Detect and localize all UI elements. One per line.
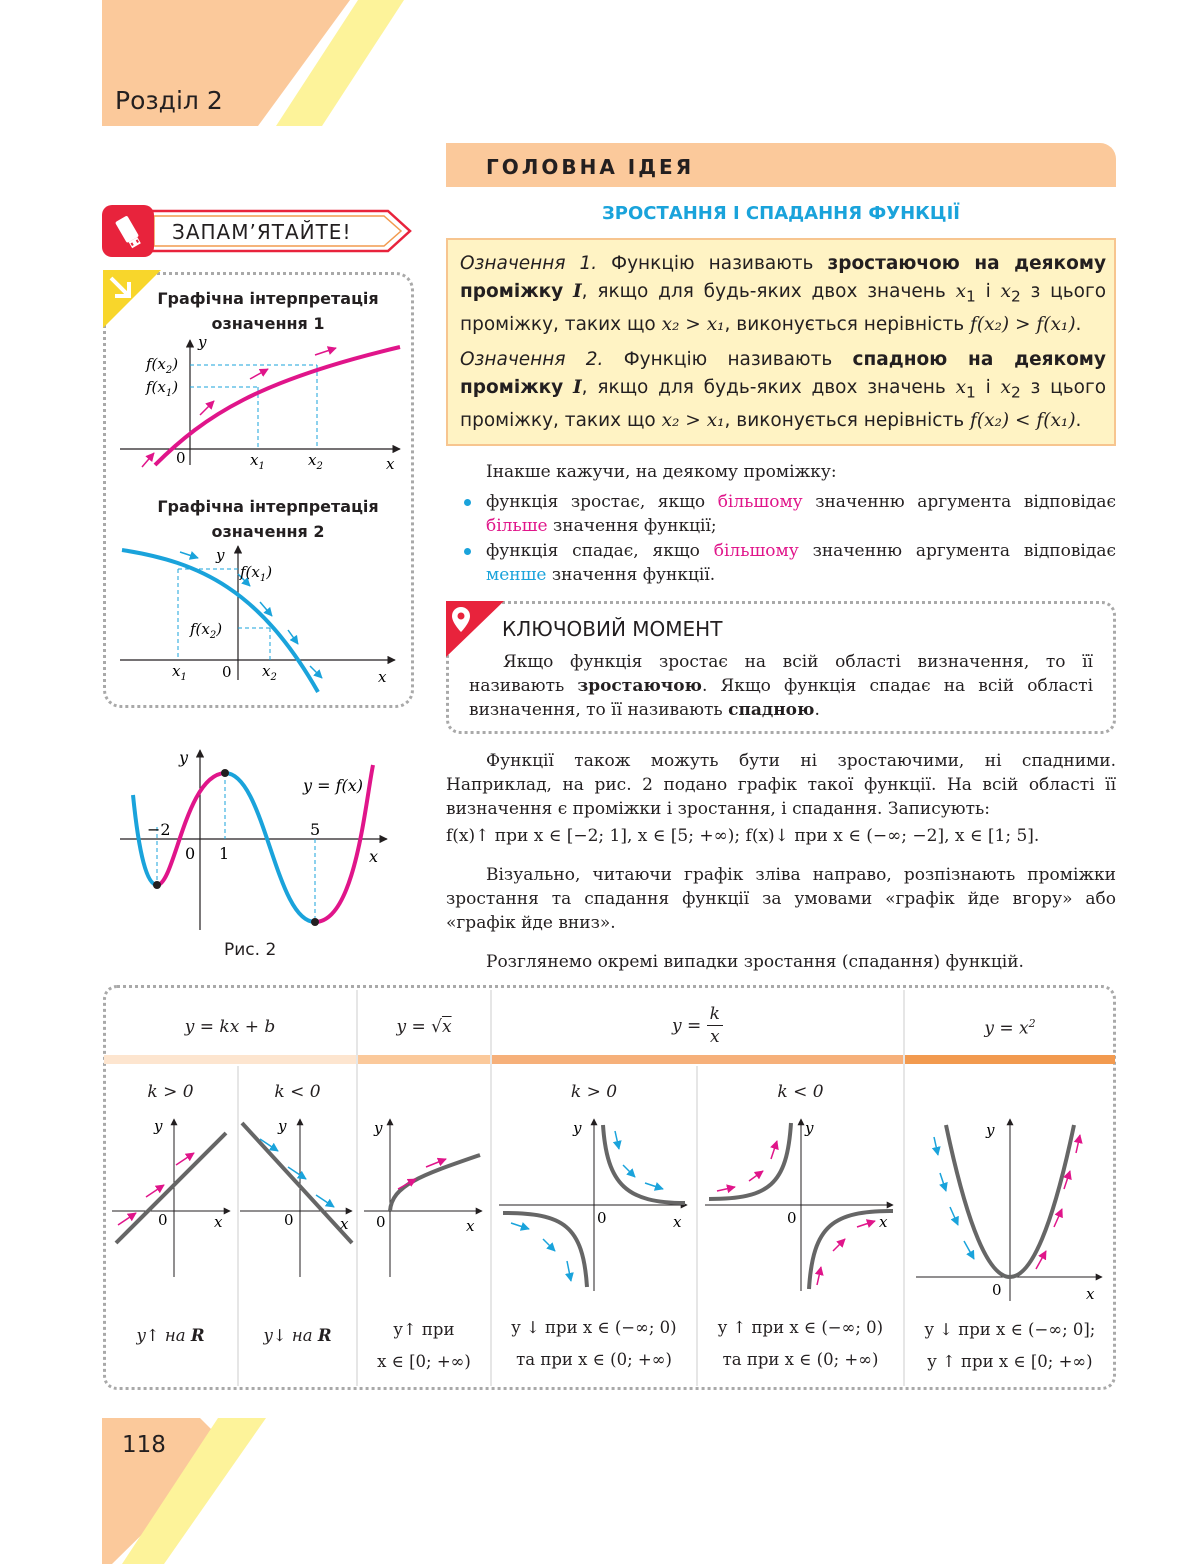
header-square: $y = x^2$: [984, 1017, 1036, 1039]
x1-label: $x_1$: [172, 662, 187, 683]
note-linear-decreasing: y↓ на R: [263, 1326, 332, 1345]
axis-x-label: x: [1086, 1285, 1095, 1303]
section-label: Розділ 2: [115, 86, 223, 115]
bullet-increasing: функція зростає, якщо більшому значенню аргумента відповідає більше значення функції;: [486, 492, 1116, 536]
origin-label: 0: [376, 1213, 386, 1231]
header-linear: y = kx + b: [184, 1017, 276, 1037]
definition-1: Означення 1. Функцію називають зростаючою на деякому проміжку I, якщо для будь-яких двох значень $x_1$ і $x_2$ з цього проміжку, таких що x₂ > x₁, виконується нерівність f(x₂) > f(x₁).: [460, 253, 1107, 335]
axis-y-label: y: [179, 748, 189, 767]
color-bar-linear: [104, 1055, 356, 1064]
axis-x-label: x: [879, 1213, 888, 1231]
axis-x-label: x: [340, 1215, 349, 1233]
axis-x-label: x: [673, 1213, 682, 1231]
origin-label: 0: [597, 1209, 607, 1227]
figure-caption: Рис. 2: [224, 940, 277, 960]
monotonic-formula: f(x)↑ при x ∈ [−2; 1], x ∈ [5; +∞); f(x)↓ при x ∈ (−∞; −2], x ∈ [1; 5].: [446, 826, 1040, 846]
fx1-label: $f(x_1)$: [240, 563, 273, 584]
sub-k-positive: k > 0: [570, 1082, 618, 1102]
sub-k-positive: k > 0: [147, 1082, 194, 1102]
graph-square: [912, 1115, 1110, 1305]
note-inverse-positive: y ↓ при x ∈ (−∞; 0) та при x ∈ (0; +∞): [511, 1318, 677, 1369]
definitions-box: [446, 238, 1116, 446]
graph-linear-increasing: [110, 1115, 235, 1285]
axis-y-label: y: [374, 1119, 383, 1137]
color-bar-inverse: [492, 1055, 903, 1064]
interpretation-1-graph: [110, 335, 410, 475]
tick-label-minus2: −2: [147, 820, 171, 839]
origin-label: 0: [158, 1211, 168, 1229]
origin-label: 0: [176, 449, 186, 467]
interpretation-2-title: Графічна інтерпретація означення 2: [157, 497, 379, 541]
key-moment-corner: [446, 601, 506, 657]
note-inverse-negative: y ↑ при x ∈ (−∞; 0) та при x ∈ (0; +∞): [717, 1318, 884, 1369]
origin-label: 0: [185, 844, 196, 863]
x2-label: $x_2$: [308, 451, 323, 472]
note-sqrt: y↑ при x ∈ [0; +∞): [377, 1320, 471, 1371]
axis-y-label: y: [986, 1121, 995, 1139]
bullet-decreasing: функція спадає, якщо більшому значенню аргумента відповідає менше значення функції.: [486, 541, 1116, 585]
figure-2-graph: [115, 745, 405, 935]
axis-x-label: x: [466, 1217, 475, 1235]
origin-label: 0: [284, 1211, 294, 1229]
function-label: y = f(x): [303, 776, 364, 795]
graph-inverse-positive: [497, 1115, 693, 1295]
sub-k-negative: k < 0: [274, 1082, 321, 1102]
topic-title: ЗРОСТАННЯ І СПАДАННЯ ФУНКЦІЇ: [602, 203, 960, 224]
bullet-dot: [464, 499, 471, 506]
fx1-label: $f(x_1)$: [146, 378, 179, 399]
key-moment-title: КЛЮЧОВИЙ МОМЕНТ: [502, 617, 723, 641]
definition-2: Означення 2. Функцію називають спадною на деякому проміжку I, якщо для будь-яких двох значень $x_1$ і $x_2$ з цього проміжку, таких що x₂ > x₁, виконується нерівність f(x₂) < f(x₁).: [460, 349, 1107, 431]
sub-k-negative: k < 0: [777, 1082, 824, 1102]
page-number: 118: [122, 1432, 166, 1458]
color-bar-sqrt: [358, 1055, 490, 1064]
paragraph-neither: Функції також можуть бути ні зростаючими, ні спадними. Наприклад, на рис. 2 подано графік такої функції. На всій області її визначення є проміжки і зростання, і спадання. Записують:: [446, 751, 1116, 819]
fx2-label: $f(x_2)$: [190, 620, 223, 641]
tick-label-5: 5: [310, 820, 321, 839]
origin-label: 0: [787, 1209, 797, 1227]
interpretation-2-graph: [110, 540, 410, 695]
axis-y-label: y: [154, 1117, 163, 1135]
axis-x-label: x: [378, 668, 387, 686]
bullet-dot: [464, 548, 471, 555]
origin-label: 0: [222, 663, 232, 681]
note-linear-increasing: y↑ на R: [136, 1326, 205, 1345]
paragraph-visual: Візуально, читаючи графік зліва направо, розпізнають проміжки зростання та спадання функції за умовами «графік йде вгору» або «графік йде вниз».: [446, 865, 1116, 933]
axis-x-label: x: [369, 847, 379, 866]
otherwise-intro: Інакше кажучи, на деякому проміжку:: [486, 462, 837, 482]
axis-y-label: y: [805, 1119, 814, 1137]
color-bar-square: [905, 1055, 1115, 1064]
key-moment-text: Якщо функція зростає на всій області визначення, то її називають зростаючою. Якщо функція спадає на всій області визначення, то її називають спадною.: [469, 652, 1094, 720]
axis-y-label: y: [278, 1117, 287, 1135]
interpretation-1-title: Графічна інтерпретація означення 1: [157, 289, 379, 333]
x1-label: $x_1$: [250, 451, 265, 472]
axis-x-label: x: [214, 1213, 223, 1231]
axis-y-label: y: [216, 546, 225, 564]
remember-label: ЗАПАМ’ЯТАЙТЕ!: [172, 220, 352, 244]
graph-linear-decreasing: [240, 1115, 355, 1285]
note-square: y ↓ при x ∈ (−∞; 0]; y ↑ при x ∈ [0; +∞): [924, 1320, 1096, 1371]
origin-label: 0: [992, 1281, 1002, 1299]
x2-label: $x_2$: [262, 662, 277, 683]
main-idea-label: ГОЛОВНА ІДЕЯ: [486, 155, 695, 179]
axis-x-label: x: [386, 455, 395, 473]
fx2-label: $f(x_2)$: [146, 355, 179, 376]
axis-y-label: y: [198, 335, 207, 351]
header-sqrt: y = √x: [396, 1017, 452, 1037]
tick-label-1: 1: [219, 844, 230, 863]
paragraph-cases: Розглянемо окремі випадки зростання (спадання) функцій.: [486, 952, 1024, 972]
axis-y-label: y: [573, 1119, 582, 1137]
graph-inverse-negative: [703, 1115, 899, 1295]
graph-sqrt: [362, 1115, 487, 1285]
header-inverse: y = $\frac{k}{x}$: [492, 1003, 903, 1048]
